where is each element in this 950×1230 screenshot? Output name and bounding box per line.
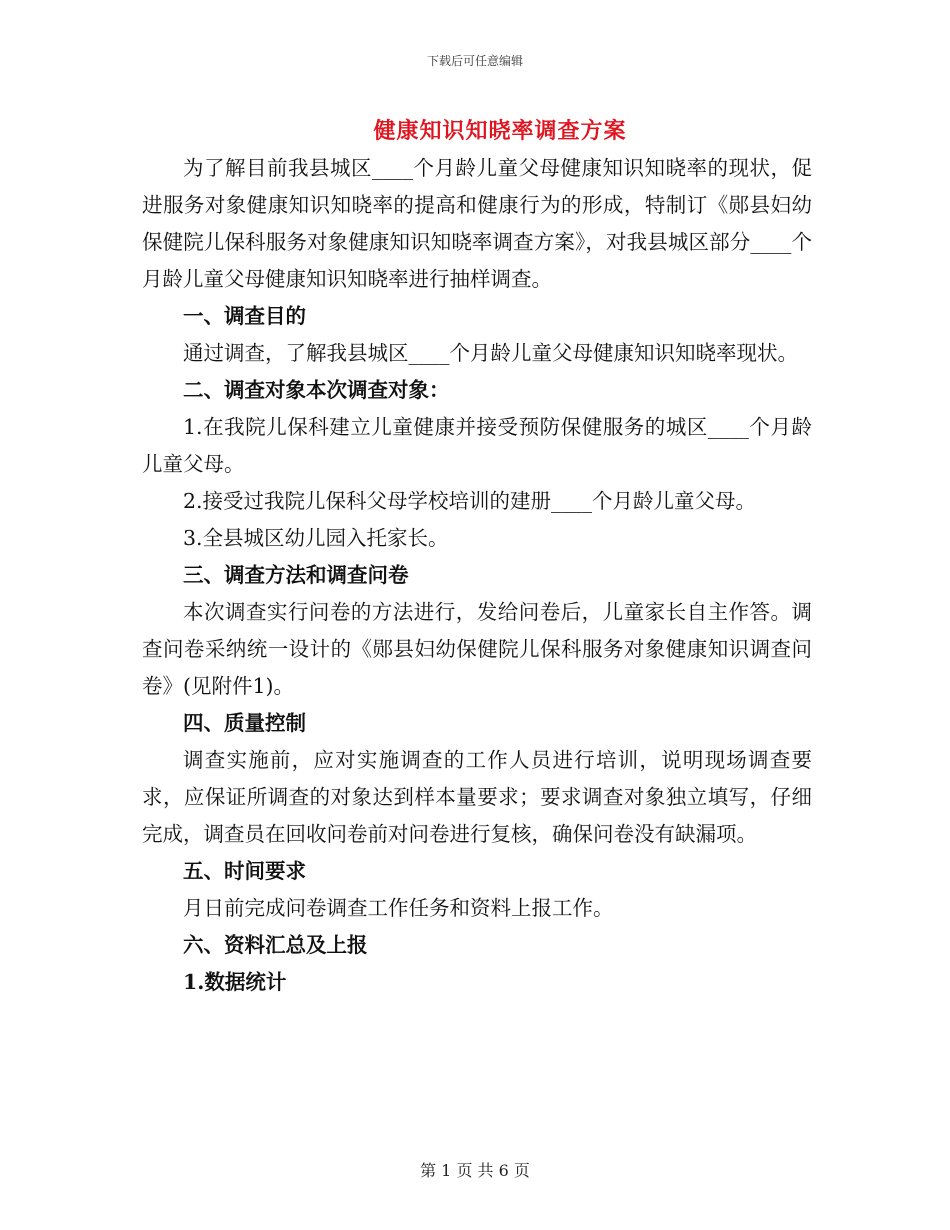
subject-item-1: 1.在我院儿保科建立儿童健康并接受预防保健服务的城区____个月龄儿童父母。 xyxy=(142,415,812,476)
document-title: 健康知识知晓率调查方案 xyxy=(373,118,627,144)
document-body xyxy=(142,150,812,1001)
subject-item-2: 2.接受过我院儿保科父母学校培训的建册____个月龄儿童父母。 xyxy=(183,489,757,513)
section-heading-subjects: 二、调查对象本次调查对象： xyxy=(183,378,450,402)
section-body-quality: 调查实施前，应对实施调查的工作人员进行培训，说明现场调查要求，应保证所调查的对象达到样本量要求；要求调查对象独立填写，仔细完成，调查员在回收问卷前对问卷进行复核，确保问卷没有缺漏项。 xyxy=(142,748,812,846)
section-heading-quality: 四、质量控制 xyxy=(183,711,306,735)
section-heading-method: 三、调查方法和调查问卷 xyxy=(183,563,409,587)
section-body-purpose: 通过调查，了解我县城区____个月龄儿童父母健康知识知晓率现状。 xyxy=(183,341,798,365)
section-heading-purpose: 一、调查目的 xyxy=(183,304,306,328)
section-heading-statistics: 1.数据统计 xyxy=(183,970,287,994)
section-body-method: 本次调查实行问卷的方法进行，发给问卷后，儿童家长自主作答。调查问卷采纳统一设计的《郧县妇幼保健院儿保科服务对象健康知识调查问卷》(见附件1)。 xyxy=(142,600,812,698)
header-note: 下载后可任意编辑 xyxy=(426,54,523,68)
subject-item-3: 3.全县城区幼儿园入托家长。 xyxy=(183,526,449,550)
section-heading-time: 五、时间要求 xyxy=(183,859,306,883)
intro-paragraph: 为了解目前我县城区____个月龄儿童父母健康知识知晓率的现状，促进服务对象健康知识知晓率的提高和健康行为的形成，特制订《郧县妇幼保健院儿保科服务对象健康知识知晓率调查方案》，对我县城区部分____个月龄儿童父母健康知识知晓率进行抽样调查。 xyxy=(142,156,812,291)
page-number: 第 1 页 共 6 页 xyxy=(420,1161,530,1180)
section-heading-summary: 六、资料汇总及上报 xyxy=(183,933,368,957)
section-body-time: 月日前完成问卷调查工作任务和资料上报工作。 xyxy=(183,896,614,920)
